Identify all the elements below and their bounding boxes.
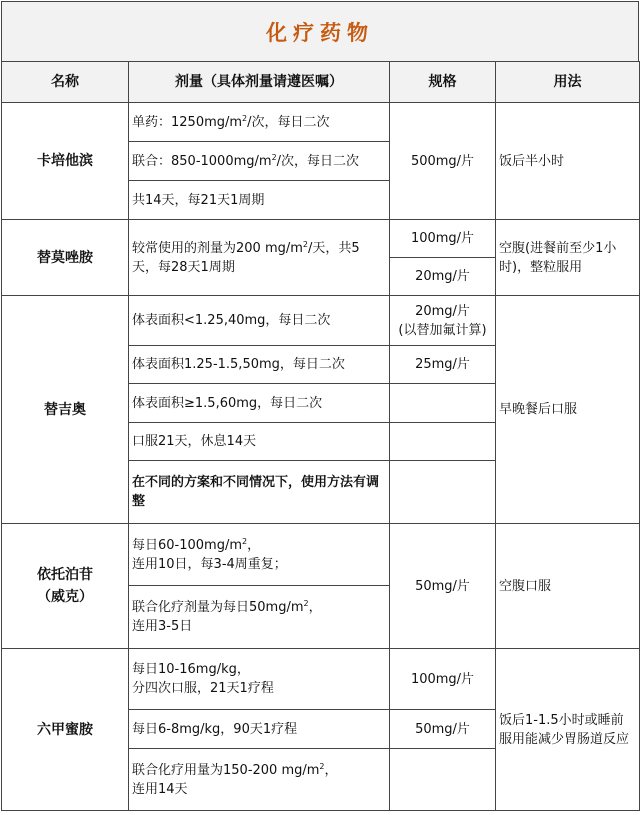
drug-name: 依托泊苷 （威克） [2, 524, 129, 649]
dose-cell: 体表面积≥1.5,60mg，每日二次 [129, 384, 390, 423]
spec-cell: 100mg/片 [390, 649, 496, 710]
header-spec: 规格 [390, 62, 496, 103]
table-row [2, 524, 640, 586]
header-usage: 用法 [496, 62, 640, 103]
header-row [2, 62, 640, 103]
spec-cell: 25mg/片 [390, 346, 496, 384]
spec-cell: 50mg/片 [390, 524, 496, 649]
usage-cell: 饭后1-1.5小时或睡前服用能减少胃肠道反应 [496, 649, 640, 811]
usage-cell: 早晚餐后口服 [496, 296, 640, 524]
dose-cell: 联合：$850-1000mg/m^2/$次，每日二次 [129, 142, 390, 181]
dose-cell: 体表面积1.25-1.5,50mg，每日二次 [129, 346, 390, 384]
table-row [2, 296, 640, 346]
dose-cell: 较常使用的剂量为200 $mg/m^2/$天，共5天，每28天1周期 [129, 220, 390, 296]
table-row [2, 220, 640, 258]
dose-cell: 体表面积<1.25,40mg，每日二次 [129, 296, 390, 346]
dose-cell: 共14天，每21天1周期 [129, 181, 390, 220]
spec-cell: 50mg/片 [390, 710, 496, 749]
dose-cell: 每日10-16mg/kg， 分四次口服，21天1疗程 [129, 649, 390, 710]
spec-cell-empty [390, 423, 496, 461]
drug-name: 替莫唑胺 [2, 220, 129, 296]
spec-cell: 500mg/片 [390, 103, 496, 220]
usage-cell: 饭后半小时 [496, 103, 640, 220]
dose-cell: 每日$60-100mg/m^2$， 连用10日，每3-4周重复； [129, 524, 390, 586]
header-name: 名称 [2, 62, 129, 103]
spec-cell-empty [390, 749, 496, 811]
spec-cell-empty [390, 461, 496, 524]
spec-cell: 100mg/片 [390, 220, 496, 258]
title-bar [1, 1, 639, 61]
dose-cell: 联合化疗剂量为每日$50mg/m^2$， 连用3-5日 [129, 586, 390, 649]
drug-name: 六甲蜜胺 [2, 649, 129, 811]
spec-cell: 20mg/片 [390, 258, 496, 296]
spec-cell-empty [390, 384, 496, 423]
dose-cell: 每日6-8mg/kg，90天1疗程 [129, 710, 390, 749]
table-row [2, 103, 640, 142]
dose-cell: 联合化疗用量为150-200 $mg/m^2$， 连用14天 [129, 749, 390, 811]
dose-cell: 单药：$1250mg/m^2/$次，每日二次 [129, 103, 390, 142]
dose-cell: 口服21天，休息14天 [129, 423, 390, 461]
header-dose: 剂量（具体剂量请遵医嘱） [129, 62, 390, 103]
page-title: 化疗药物 [266, 20, 374, 45]
spec-cell: 20mg/片 (以替加氟计算) [390, 296, 496, 346]
drug-sheet [1, 1, 639, 811]
drug-name: 替吉奥 [2, 296, 129, 524]
usage-cell: 空腹(进餐前至少1小时)，整粒服用 [496, 220, 640, 296]
drug-name: 卡培他滨 [2, 103, 129, 220]
table-row [2, 649, 640, 710]
drug-table [1, 61, 640, 811]
usage-cell: 空腹口服 [496, 524, 640, 649]
dose-cell: 在不同的方案和不同情况下，使用方法有调整 [129, 461, 390, 524]
